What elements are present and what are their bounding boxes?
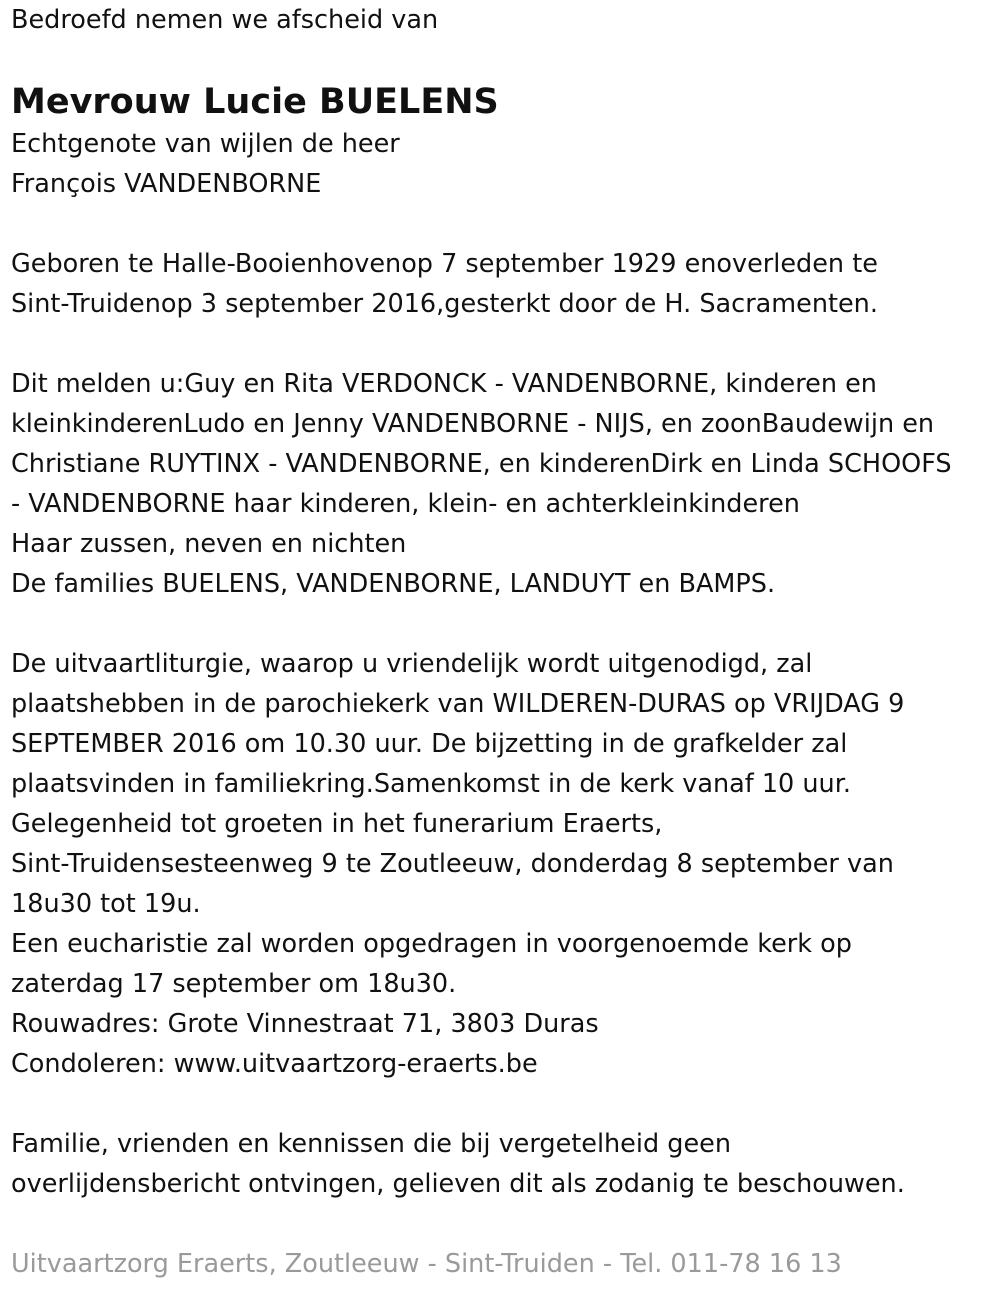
spacer bbox=[11, 604, 991, 644]
condolence-link[interactable]: Condoleren: www.uitvaartzorg-eraerts.be bbox=[11, 1049, 538, 1079]
family-line: kleinkinderenLudo en Jenny VANDENBORNE - NIJS, en zoonBaudewijn en bbox=[11, 409, 935, 439]
birth-death-line: Sint-Truidenop 3 september 2016,gesterkt door de H. Sacramenten. bbox=[11, 289, 878, 319]
funeral-home-footer: Uitvaartzorg Eraerts, Zoutleeuw - Sint-Truiden - Tel. 011-78 16 13 bbox=[11, 1249, 842, 1279]
family-line: Dit melden u:Guy en Rita VERDONCK - VANDENBORNE, kinderen en bbox=[11, 369, 877, 399]
ceremony-line: SEPTEMBER 2016 om 10.30 uur. De bijzetting in de grafkelder zal bbox=[11, 729, 848, 759]
spacer bbox=[11, 204, 991, 244]
spacer bbox=[11, 324, 991, 364]
family-line: - VANDENBORNE haar kinderen, klein- en achterkleinkinderen bbox=[11, 489, 800, 519]
family-line: Haar zussen, neven en nichten bbox=[11, 529, 407, 559]
ceremony-line: plaatsvinden in familiekring.Samenkomst in de kerk vanaf 10 uur. bbox=[11, 769, 851, 799]
spacer bbox=[11, 40, 991, 80]
spacer bbox=[11, 1084, 991, 1124]
spouse-line: Echtgenote van wijlen de heer bbox=[11, 129, 400, 159]
ceremony-line: Gelegenheid tot groeten in het funerarium Eraerts, bbox=[11, 809, 663, 839]
ceremony-line: Sint-Truidensesteenweg 9 te Zoutleeuw, donderdag 8 september van bbox=[11, 849, 894, 879]
ceremony-line: De uitvaartliturgie, waarop u vriendelijk wordt uitgenodigd, zal bbox=[11, 649, 813, 679]
family-line: Christiane RUYTINX - VANDENBORNE, en kinderenDirk en Linda SCHOOFS bbox=[11, 449, 952, 479]
ceremony-line: 18u30 tot 19u. bbox=[11, 889, 201, 919]
birth-death-line: Geboren te Halle-Booienhovenop 7 september 1929 enoverleden te bbox=[11, 249, 878, 279]
closing-line: Familie, vrienden en kennissen die bij vergetelheid geen bbox=[11, 1129, 731, 1159]
mourning-address: Rouwadres: Grote Vinnestraat 71, 3803 Duras bbox=[11, 1009, 599, 1039]
spacer bbox=[11, 1204, 991, 1244]
closing-line: overlijdensbericht ontvingen, gelieven dit als zodanig te beschouwen. bbox=[11, 1169, 905, 1199]
ceremony-line: plaatshebben in de parochiekerk van WILDEREN-DURAS op VRIJDAG 9 bbox=[11, 689, 905, 719]
obituary-notice bbox=[11, 0, 991, 1284]
ceremony-line: Een eucharistie zal worden opgedragen in voorgenoemde kerk op bbox=[11, 929, 852, 959]
deceased-name: Mevrouw Lucie BUELENS bbox=[11, 82, 499, 122]
spouse-name: François VANDENBORNE bbox=[11, 169, 322, 199]
ceremony-line: zaterdag 17 september om 18u30. bbox=[11, 969, 457, 999]
family-line: De families BUELENS, VANDENBORNE, LANDUYT en BAMPS. bbox=[11, 569, 776, 599]
intro-text: Bedroefd nemen we afscheid van bbox=[11, 5, 439, 35]
